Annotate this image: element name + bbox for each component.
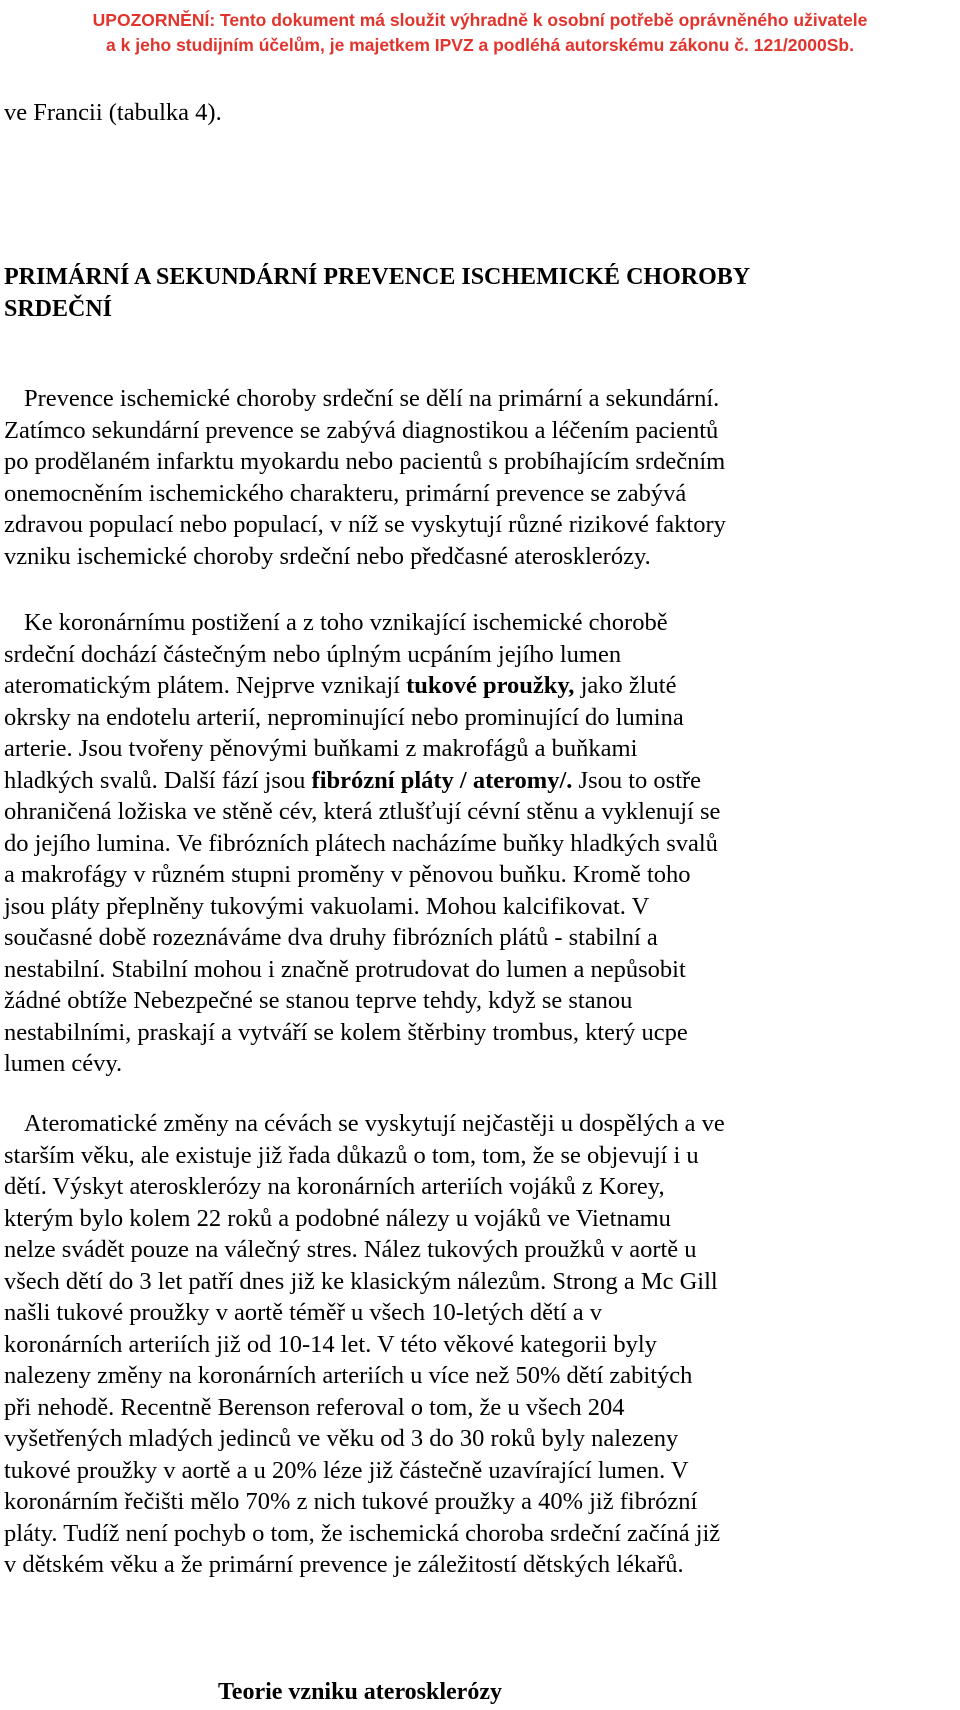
paragraph-line: tukové proužky v aortě a u 20% léze již částečně uzavírající lumen. V [4, 1456, 689, 1484]
paragraph-line [4, 765, 720, 797]
paragraph-line: starším věku, ale existuje již řada důkazů o tom, tom, že se objevují i u [4, 1141, 699, 1169]
paragraph-line: lumen cévy. [4, 1050, 123, 1077]
paragraph-line: nelze svádět pouze na válečný stres. Nález tukových proužků v aortě u [4, 1236, 697, 1263]
text-run: ateromatickým plátem. Nejprve vznikají [4, 672, 407, 699]
paragraph-line: Prevence ischemické choroby srdeční se dělí na primární a sekundární. [24, 385, 720, 412]
paragraph-line: kterým bylo kolem 22 roků a podobné nálezy u vojáků ve Vietnamu [4, 1204, 671, 1232]
paragraph-prevention [4, 383, 726, 572]
paragraph-line: jsou pláty přeplněny tukovými vakuolami. Mohou kalcifikovat. V [4, 892, 650, 920]
paragraph-line: arterie. Jsou tvořeny pěnovými buňkami z makrofágů a buňkami [4, 735, 638, 762]
paragraph-line: okrsky na endotelu arterií, neprominující nebo prominující do lumina [4, 703, 684, 731]
heading-line-2: SRDEČNÍ [4, 296, 113, 322]
paragraph-line: Zatímco sekundární prevence se zabývá diagnostikou a léčením pacientů [4, 416, 719, 444]
paragraph-line: Ateromatické změny na cévách se vyskytují nejčastěji u dospělých a ve [24, 1110, 725, 1137]
text-run: hladkých svalů. Další fází jsou [4, 766, 312, 794]
paragraph-line: našli tukové proužky v aortě téměř u všech 10-letých dětí a v [4, 1299, 603, 1326]
paragraph-line: do jejího lumina. Ve fibrózních plátech nacházíme buňky hladkých svalů [4, 829, 718, 857]
copyright-notice [0, 8, 960, 58]
paragraph-line [4, 670, 720, 702]
paragraph-line: nestabilní. Stabilní mohou i značně protrudovat do lumen a nepůsobit [4, 955, 686, 983]
paragraph-line: srdeční dochází částečným nebo úplným ucpáním jejího lumen [4, 640, 622, 668]
paragraph-line: koronárním řečišti mělo 70% z nich tukové proužky a 40% již fibrózní [4, 1488, 698, 1515]
subsection-title: Teorie vzniku aterosklerózy [218, 1679, 502, 1705]
paragraph-line: žádné obtíže Nebezpečné se stanou teprve tehdy, když se stanou [4, 987, 633, 1014]
paragraph-line: dětí. Výskyt aterosklerózy na koronárních arteriích vojáků z Korey, [4, 1173, 665, 1200]
paragraph-line: současné době rozeznáváme dva druhy fibrózních plátů - stabilní a [4, 924, 658, 951]
paragraph-line: zdravou populací nebo populací, v níž se vyskytují různé rizikové faktory [4, 511, 726, 538]
paragraph-line: v dětském věku a že primární prevence je záležitostí dětských lékařů. [4, 1551, 684, 1578]
paragraph-line: Ke koronárnímu postižení a z toho vznikající ischemické chorobě [24, 609, 668, 636]
paragraph-children [4, 1108, 725, 1581]
notice-line-1: UPOZORNĚNÍ: Tento dokument má sloužit výhradně k osobní potřebě oprávněného uživatele [92, 10, 868, 30]
text-run: jako žluté [574, 672, 677, 699]
paragraph-line: vyšetřených mladých jedinců ve věku od 3 do 30 roků byly nalezeny [4, 1425, 679, 1452]
bold-term-fatty-streaks: tukové proužky, [406, 672, 575, 699]
notice-line-2: a k jeho studijním účelům, je majetkem IPVZ a podléhá autorskému zákonu č. 121/2000Sb. [106, 35, 854, 55]
bold-term-fibrous-plaques: fibrózní pláty / ateromy/. [311, 766, 573, 794]
paragraph-line: ohraničená ložiska ve stěně cév, která ztlušťují cévní stěnu a vyklenují se [4, 798, 721, 825]
paragraph-line: koronárních arteriích již od 10-14 let. V této věkové kategorii byly [4, 1330, 657, 1358]
paragraph-line: vzniku ischemické choroby srdeční nebo předčasné aterosklerózy. [4, 542, 651, 570]
paragraph-line: všech dětí do 3 let patří dnes již ke klasickým nálezům. Strong a Mc Gill [4, 1267, 718, 1295]
paragraph-line: pláty. Tudíž není pochyb o tom, že ischemická choroba srdeční začíná již [4, 1519, 721, 1547]
intro-line: ve Francii (tabulka 4). [4, 99, 222, 126]
paragraph-line: a makrofágy v různém stupni proměny v pěnovou buňku. Kromě toho [4, 861, 691, 888]
paragraph-line: nestabilními, praskají a vytváří se kolem štěrbiny trombus, který ucpe [4, 1018, 688, 1046]
paragraph-plaques [4, 607, 720, 1080]
paragraph-line: při nehodě. Recentně Berenson referoval o tom, že u všech 204 [4, 1393, 625, 1421]
text-run: Jsou to ostře [572, 766, 702, 794]
paragraph-line: onemocněním ischemického charakteru, primární prevence se zabývá [4, 479, 687, 507]
heading-line-1: PRIMÁRNÍ A SEKUNDÁRNÍ PREVENCE ISCHEMICKÉ CHOROBY [4, 264, 751, 290]
paragraph-line: po prodělaném infarktu myokardu nebo pacientů s probíhajícím srdečním [4, 448, 726, 475]
section-heading [4, 261, 750, 325]
paragraph-line: nalezeny změny na koronárních arteriích u více než 50% dětí zabitých [4, 1362, 693, 1389]
